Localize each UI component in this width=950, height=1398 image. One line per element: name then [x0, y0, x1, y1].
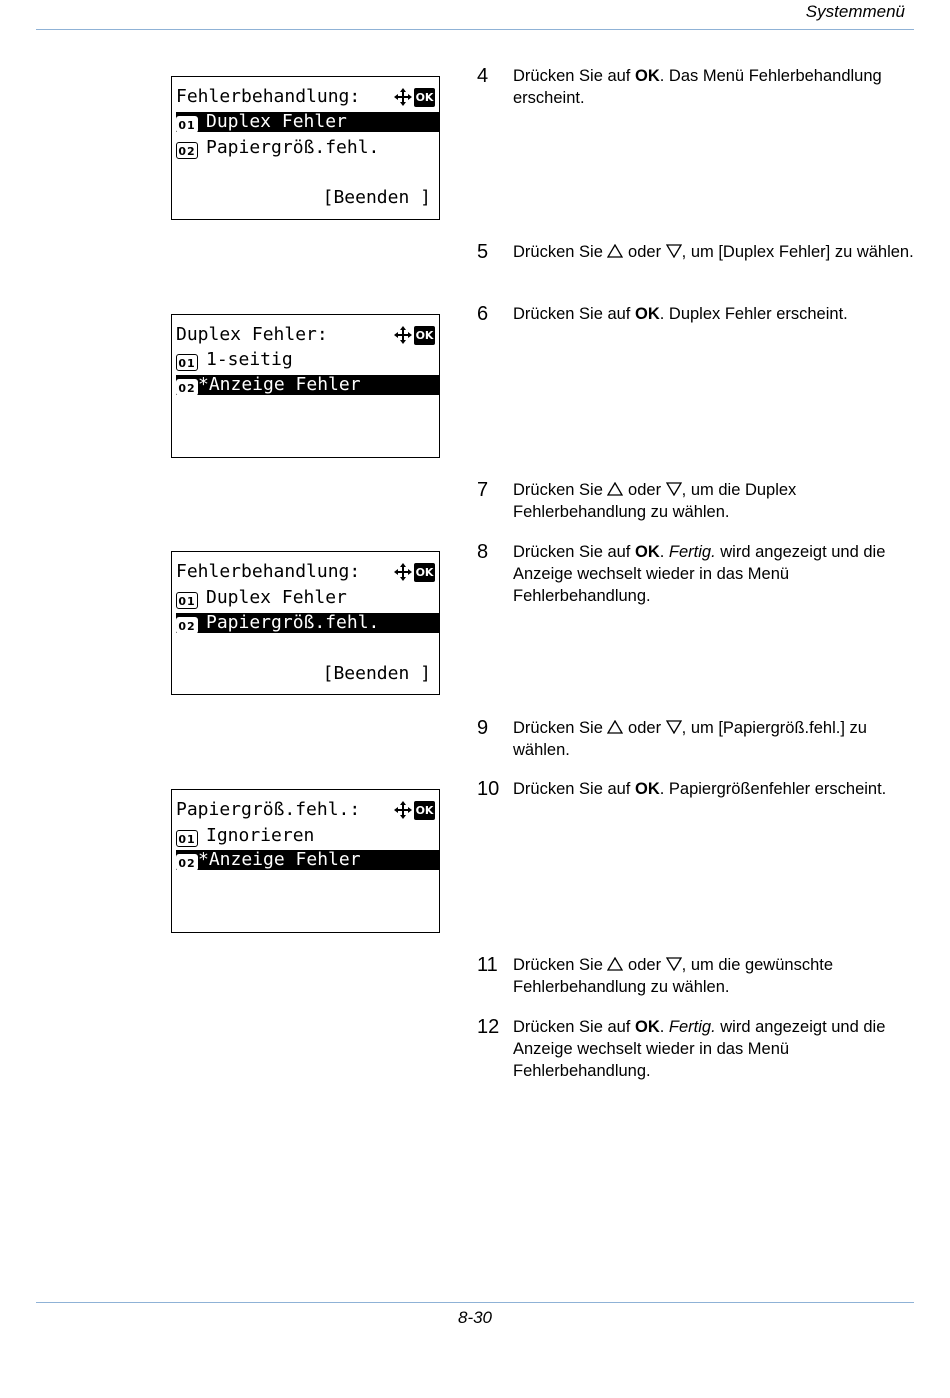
- lcd-row: [176, 375, 439, 395]
- lcd-softkey-end: [Beenden ]: [322, 663, 431, 684]
- lcd-title: Duplex Fehler:: [176, 324, 328, 345]
- row-number-icon: 01: [176, 830, 198, 847]
- lcd-row: [176, 112, 439, 132]
- row-label: Ignorieren: [206, 825, 315, 846]
- row-number-icon: 02: [176, 142, 198, 159]
- row-label: 1-seitig: [206, 349, 293, 370]
- step-number: 4: [477, 65, 489, 87]
- step-text: Drücken Sie auf OK. Fertig. wird angezeigt und die Anzeige wechselt wieder in das Menü Fehlerbehandlung.: [513, 543, 886, 605]
- step-11: [477, 954, 922, 998]
- ok-key-label: OK: [634, 1018, 660, 1036]
- step-number: 12: [477, 1016, 500, 1038]
- row-number-icon: 02: [176, 379, 198, 396]
- step-text: Drücken Sie oder , um die gewünschte Fehlerbehandlung zu wählen.: [513, 956, 834, 996]
- down-triangle-icon: [666, 244, 682, 258]
- lcd-nav-indicator: [393, 562, 435, 582]
- step-number: 8: [477, 541, 489, 563]
- lcd-screen-duplex-error: [171, 314, 440, 458]
- lcd-nav-indicator: [393, 325, 435, 345]
- step-5: [477, 241, 922, 263]
- step-text: Drücken Sie oder , um [Papiergröß.fehl.] zu wählen.: [513, 719, 867, 759]
- row-number-icon: 01: [176, 116, 198, 133]
- row-number-icon: 01: [176, 592, 198, 609]
- ok-key-icon: OK: [414, 563, 435, 582]
- step-7: [477, 479, 922, 523]
- ok-key-label: OK: [634, 67, 660, 85]
- step-9: [477, 717, 922, 761]
- four-way-arrow-icon: [393, 325, 413, 345]
- down-triangle-icon: [666, 720, 682, 734]
- lcd-row: [176, 826, 439, 846]
- row-number-icon: 02: [176, 617, 198, 634]
- up-triangle-icon: [607, 482, 623, 496]
- row-label: *Anzeige Fehler: [198, 849, 361, 870]
- row-label: Papiergröß.fehl.: [206, 612, 380, 633]
- ok-key-label: OK: [634, 543, 660, 561]
- ok-key-label: OK: [634, 305, 660, 323]
- step-6: [477, 303, 922, 325]
- row-number-icon: 02: [176, 854, 198, 871]
- up-triangle-icon: [607, 720, 623, 734]
- lcd-nav-indicator: [393, 800, 435, 820]
- step-number: 9: [477, 717, 489, 739]
- step-number: 6: [477, 303, 489, 325]
- ok-key-icon: OK: [414, 88, 435, 107]
- lcd-row: [176, 588, 439, 608]
- four-way-arrow-icon: [393, 562, 413, 582]
- page-number: 8-30: [457, 1308, 493, 1327]
- row-number-icon: 01: [176, 354, 198, 371]
- step-12: [477, 1016, 922, 1082]
- row-label: Duplex Fehler: [206, 111, 347, 132]
- down-triangle-icon: [666, 957, 682, 971]
- step-number: 5: [477, 241, 489, 263]
- step-number: 7: [477, 479, 489, 501]
- step-text: Drücken Sie auf OK. Papiergrößenfehler erscheint.: [513, 780, 887, 798]
- step-text: Drücken Sie auf OK. Fertig. wird angezeigt und die Anzeige wechselt wieder in das Menü Fehlerbehandlung.: [513, 1018, 886, 1080]
- step-4: [477, 65, 922, 109]
- up-triangle-icon: [607, 244, 623, 258]
- lcd-softkey-end: [Beenden ]: [322, 187, 431, 208]
- step-number: 10: [477, 778, 500, 800]
- step-text: Drücken Sie oder , um [Duplex Fehler] zu wählen.: [513, 243, 914, 261]
- status-message: Fertig.: [668, 1018, 716, 1036]
- lcd-row: [176, 138, 439, 158]
- ok-key-icon: OK: [414, 326, 435, 345]
- up-triangle-icon: [607, 957, 623, 971]
- lcd-screen-error-handling-2: [171, 551, 440, 695]
- ok-key-icon: OK: [414, 801, 435, 820]
- row-label: *Anzeige Fehler: [198, 374, 361, 395]
- lcd-title: Fehlerbehandlung:: [176, 561, 361, 582]
- status-message: Fertig.: [668, 543, 716, 561]
- four-way-arrow-icon: [393, 800, 413, 820]
- step-text: Drücken Sie auf OK. Das Menü Fehlerbehandlung erscheint.: [513, 67, 882, 107]
- ok-key-label: OK: [634, 780, 660, 798]
- row-label: Papiergröß.fehl.: [206, 137, 380, 158]
- header-rule: [36, 29, 914, 30]
- lcd-nav-indicator: [393, 87, 435, 107]
- step-text: Drücken Sie oder , um die Duplex Fehlerbehandlung zu wählen.: [513, 481, 797, 521]
- step-8: [477, 541, 922, 607]
- lcd-screen-paper-size-error: [171, 789, 440, 933]
- lcd-title: Fehlerbehandlung:: [176, 86, 361, 107]
- lcd-row: [176, 850, 439, 870]
- lcd-screen-error-handling-1: [171, 76, 440, 220]
- lcd-title: Papiergröß.fehl.:: [176, 799, 361, 820]
- four-way-arrow-icon: [393, 87, 413, 107]
- lcd-row: [176, 350, 439, 370]
- step-10: [477, 778, 922, 800]
- section-title: Systemmenü: [805, 2, 905, 21]
- lcd-row: [176, 613, 439, 633]
- footer-rule: [36, 1302, 914, 1303]
- step-text: Drücken Sie auf OK. Duplex Fehler erscheint.: [513, 305, 848, 323]
- step-number: 11: [477, 954, 498, 976]
- down-triangle-icon: [666, 482, 682, 496]
- row-label: Duplex Fehler: [206, 587, 347, 608]
